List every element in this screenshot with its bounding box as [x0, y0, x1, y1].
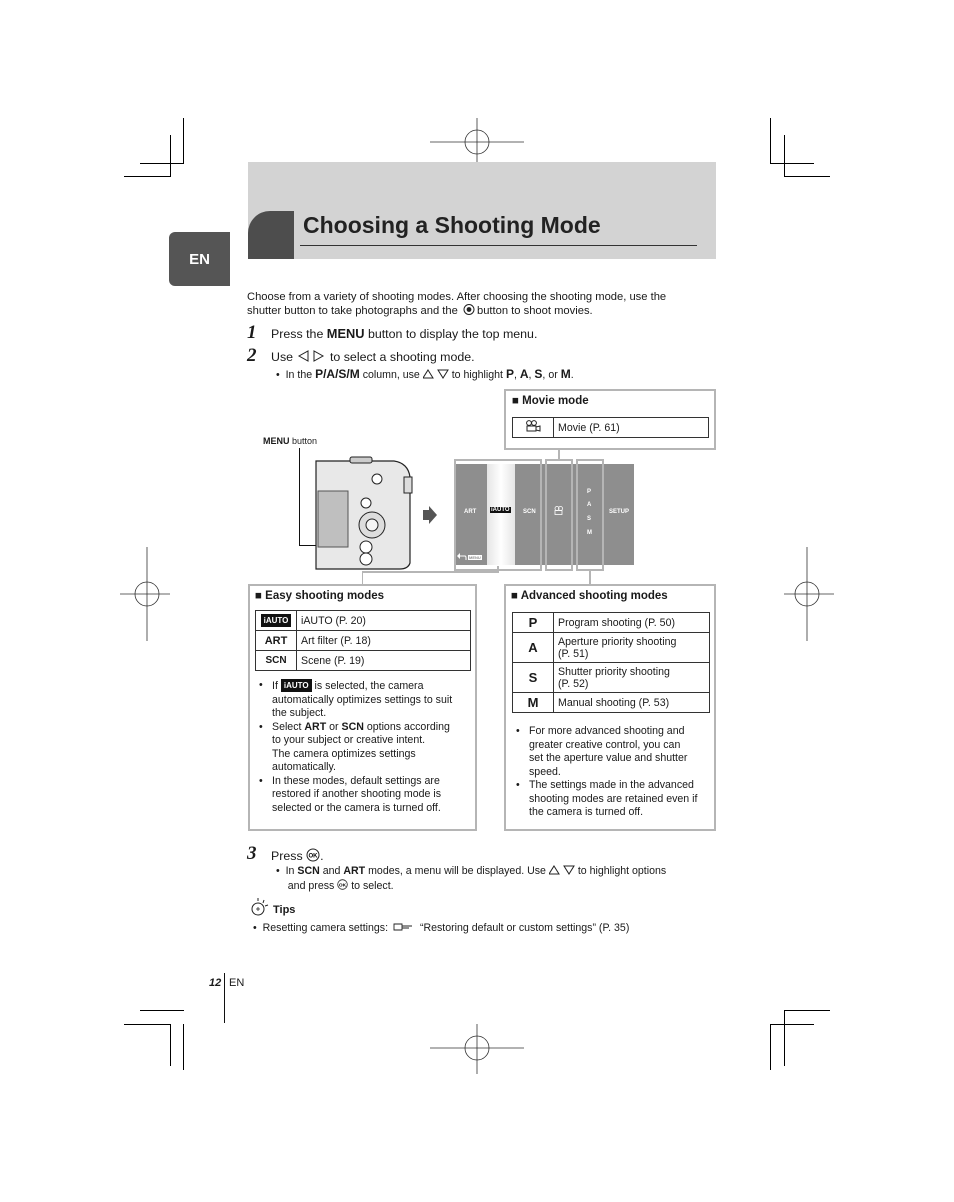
strip-iauto: iAUTO: [491, 507, 510, 513]
title-tab: [248, 211, 294, 259]
crop-mark: [770, 1024, 771, 1070]
menu-key-label: MENU: [326, 326, 365, 341]
easy-modes-notes: [257, 679, 472, 815]
p-symbol: P: [513, 613, 554, 633]
crop-mark: [170, 1024, 171, 1066]
step-2-text: Use to select a shooting mode.: [271, 350, 475, 364]
table-cell: Aperture priority shooting (P. 51): [554, 633, 710, 663]
ok-button-icon: [337, 879, 348, 890]
right-arrow-icon: [423, 506, 437, 524]
art-symbol: ART: [256, 631, 297, 651]
movie-entry: Movie (P. 61): [554, 418, 709, 438]
list-item: • If iAUTO is selected, the camera automatically optimizes settings to suit the subject.: [259, 679, 453, 719]
movie-mode-bracket: [545, 459, 573, 571]
step-1-text: Press the MENU button to display the top menu.: [271, 326, 538, 341]
svg-text:OK: OK: [339, 883, 347, 888]
table-cell: Manual shooting (P. 53): [554, 693, 710, 713]
easy-modes-title: ■ Easy shooting modes: [255, 590, 385, 602]
iauto-symbol: iAUTO: [281, 679, 312, 692]
crop-mark: [183, 1024, 184, 1070]
strip-art: ART: [464, 509, 477, 515]
list-item: • In these modes, default settings are restored if another shooting mode is selected or the camera is turned off.: [259, 774, 442, 814]
connector-line: [558, 449, 560, 461]
up-down-arrows-icon: [549, 865, 575, 875]
ok-button-icon: [306, 848, 320, 862]
intro-line: Choose from a variety of shooting modes. After choosing the shooting mode, use the: [247, 291, 667, 303]
crop-mark: [770, 163, 814, 164]
intro-line: shutter button to take photographs and the button to shoot movies.: [247, 305, 593, 317]
table-cell: Scene (P. 19): [297, 651, 471, 671]
list-item: • For more advanced shooting and greater creative control, you can set the aperture value and shutter speed.: [516, 725, 688, 778]
crop-mark: [170, 135, 171, 177]
crop-mark: [124, 176, 170, 177]
list-item: • Select ART or SCN options according to your subject or creative intent. The camera optimizes settings automatically.: [259, 720, 450, 773]
s-symbol: S: [513, 663, 554, 693]
step-3-bullet: • In SCN and ART modes, a menu will be displayed. Use to highlight options and press OK to select.: [276, 865, 667, 892]
table-cell: Shutter priority shooting (P. 52): [554, 663, 710, 693]
table-cell: Art filter (P. 18): [297, 631, 471, 651]
step-number: 2: [247, 345, 257, 366]
advanced-modes-bracket: [576, 459, 604, 571]
advanced-modes-title: ■ Advanced shooting modes: [511, 590, 668, 602]
strip-a: A: [587, 502, 592, 508]
crop-mark: [770, 118, 771, 164]
table-cell: Program shooting (P. 50): [554, 613, 710, 633]
strip-s: S: [587, 516, 592, 522]
connector-line: [589, 570, 591, 585]
step-3-text: Press OK .: [271, 849, 324, 863]
movie-mode-table: [512, 417, 709, 438]
footer-language: EN: [229, 977, 245, 989]
crop-mark: [183, 118, 184, 164]
crop-mark: [784, 176, 830, 177]
a-symbol: A: [513, 633, 554, 663]
crop-mark: [140, 1010, 184, 1011]
title-rule: [300, 245, 697, 246]
step-number: 3: [247, 843, 257, 864]
page-number: 12: [209, 977, 222, 989]
crop-mark: [770, 1024, 814, 1025]
crop-mark: [784, 1010, 830, 1011]
tips-label: Tips: [273, 904, 296, 916]
footer-rule: [224, 973, 225, 1023]
iauto-symbol: iAUTO: [261, 614, 292, 627]
movie-icon: [513, 418, 554, 438]
page-title: Choosing a Shooting Mode: [303, 212, 601, 238]
advanced-modes-notes: [514, 725, 714, 820]
registration-mark: [430, 1024, 524, 1074]
movie-mode-title: ■ Movie mode: [512, 395, 589, 407]
up-down-arrows-icon: [423, 369, 449, 379]
registration-mark: [784, 547, 834, 641]
crop-mark: [124, 1024, 170, 1025]
strip-setup: SETUP: [609, 509, 630, 515]
strip-m: M: [587, 530, 592, 536]
easy-modes-table: [255, 610, 471, 671]
tips-bullet: • Resetting camera settings: “Restoring default or custom settings” (P. 35): [253, 922, 630, 934]
language-tab: EN: [169, 232, 230, 286]
svg-text:OK: OK: [308, 853, 318, 860]
crop-mark: [140, 163, 184, 164]
step-number: 1: [247, 322, 257, 343]
m-symbol: M: [513, 693, 554, 713]
menu-button-caption: MENU button: [263, 436, 318, 446]
scn-symbol: SCN: [256, 651, 297, 671]
connector-line: [362, 571, 363, 585]
step-2-bullet: • In the P/A/S/M column, use to highlight P, A, S, or M.: [276, 367, 574, 381]
strip-movie-icon: [554, 506, 564, 515]
left-right-arrows-icon: [297, 350, 327, 362]
camera-back-illustration: [310, 455, 420, 575]
strip-p: P: [587, 489, 592, 495]
strip-scn: SCN: [523, 509, 536, 515]
connector-line: [497, 566, 499, 573]
crop-mark: [784, 1010, 785, 1066]
tips-icon: [249, 897, 271, 919]
connector-line: [362, 571, 498, 573]
leader-line: [299, 448, 300, 546]
movie-record-button-icon: [463, 304, 475, 315]
back-arrow-icon: [457, 553, 467, 561]
pointing-hand-icon: [393, 921, 415, 932]
list-item: • The settings made in the advanced shooting modes are retained even if the camera is turned off.: [516, 779, 698, 818]
registration-mark: [430, 118, 524, 168]
registration-mark: [120, 547, 170, 641]
strip-menu-small: MENU: [469, 555, 481, 560]
intro-paragraph: [247, 290, 712, 318]
advanced-modes-table: [512, 612, 710, 713]
table-cell: iAUTO (P. 20): [297, 611, 471, 631]
crop-mark: [784, 135, 785, 177]
